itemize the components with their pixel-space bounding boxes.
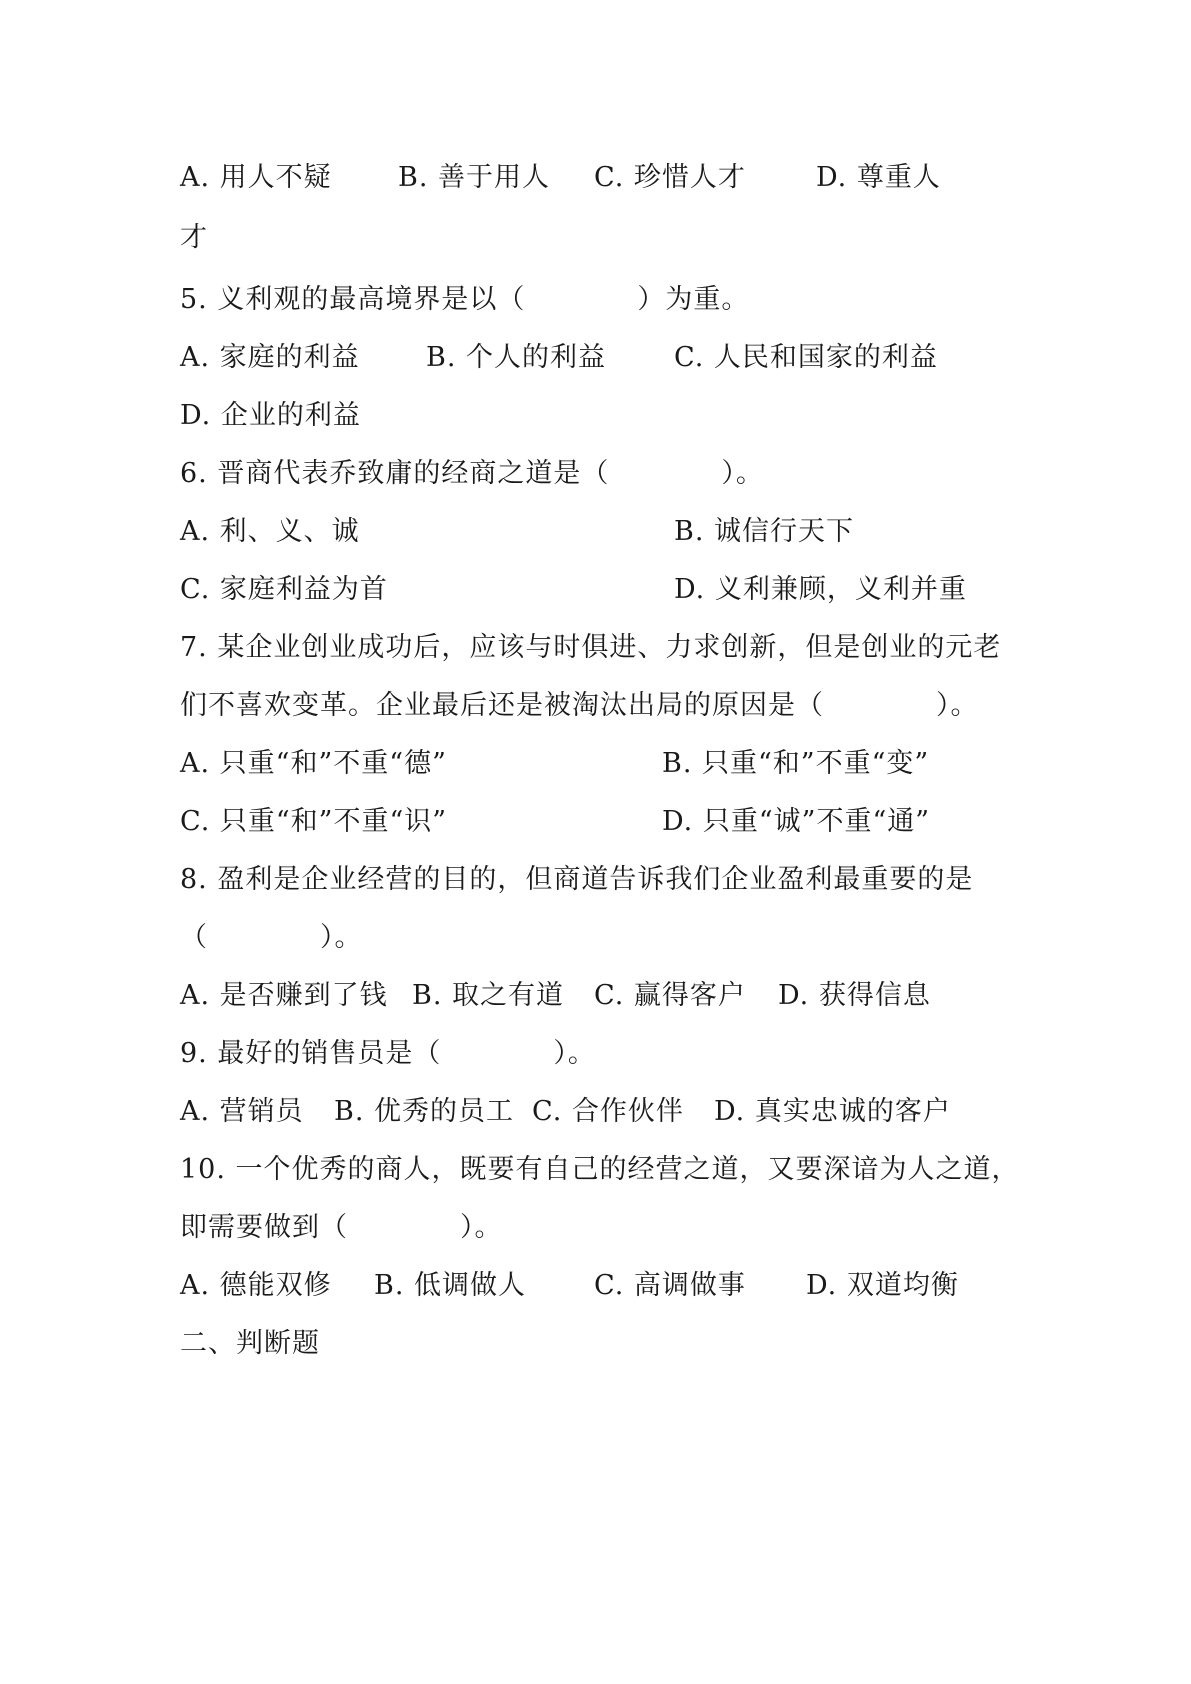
q6-stem: 6. 晋商代表乔致庸的经商之道是（ ）。 <box>180 458 764 489</box>
q6-option-c: C. 家庭利益为首 <box>180 574 388 605</box>
q8-stem-line-1: 8. 盈利是企业经营的目的，但商道告诉我们企业盈利最重要的是 <box>180 864 974 895</box>
q7-option-d: D. 只重“诚”不重“通” <box>662 806 931 837</box>
q5-option-c: C. 人民和国家的利益 <box>674 342 938 373</box>
q5-option-d: D. 企业的利益 <box>180 400 361 431</box>
q6-option-b: B. 诚信行天下 <box>674 516 855 547</box>
q9-option-c: C. 合作伙伴 <box>532 1096 684 1127</box>
q10-option-d: D. 双道均衡 <box>806 1270 959 1301</box>
q6-option-a: A. 利、义、诚 <box>180 516 360 547</box>
q10-stem-line-1: 10. 一个优秀的商人，既要有自己的经营之道，又要深谙为人之道， <box>180 1154 1020 1185</box>
q10-option-b: B. 低调做人 <box>374 1270 527 1301</box>
q6-option-d: D. 义利兼顾，义利并重 <box>674 574 967 605</box>
q4-option-a: A. 用人不疑 <box>180 162 332 193</box>
q9-stem: 9. 最好的销售员是（ ）。 <box>180 1038 596 1069</box>
q8-stem-line-2: （ ）。 <box>180 922 363 953</box>
q10-stem-line-2: 即需要做到（ ）。 <box>180 1212 503 1243</box>
q9-option-a: A. 营销员 <box>180 1096 304 1127</box>
section-heading-true-false: 二、判断题 <box>180 1328 320 1359</box>
q10-option-a: A. 德能双修 <box>180 1270 332 1301</box>
q9-option-b: B. 优秀的员工 <box>334 1096 515 1127</box>
q10-option-c: C. 高调做事 <box>594 1270 746 1301</box>
q4-option-b: B. 善于用人 <box>398 162 551 193</box>
q5-option-a: A. 家庭的利益 <box>180 342 360 373</box>
q9-option-d: D. 真实忠诚的客户 <box>714 1096 951 1127</box>
q8-option-d: D. 获得信息 <box>778 980 931 1011</box>
q7-stem-line-1: 7. 某企业创业成功后，应该与时俱进、力求创新，但是创业的元老 <box>180 632 1002 663</box>
q7-stem-line-2: 们不喜欢变革。企业最后还是被淘汰出局的原因是（ ）。 <box>180 690 979 721</box>
q8-option-c: C. 赢得客户 <box>594 980 746 1011</box>
q4-option-d: D. 尊重人 <box>816 162 941 193</box>
q7-option-b: B. 只重“和”不重“变” <box>662 748 930 779</box>
q4-option-c: C. 珍惜人才 <box>594 162 746 193</box>
q5-option-b: B. 个人的利益 <box>426 342 607 373</box>
q5-stem: 5. 义利观的最高境界是以（ ）为重。 <box>180 284 750 315</box>
q8-option-a: A. 是否赚到了钱 <box>180 980 388 1011</box>
q8-option-b: B. 取之有道 <box>412 980 565 1011</box>
q7-option-a: A. 只重“和”不重“德” <box>180 748 447 779</box>
q4-option-d-wrap: 才 <box>180 222 208 253</box>
q7-option-c: C. 只重“和”不重“识” <box>180 806 448 837</box>
